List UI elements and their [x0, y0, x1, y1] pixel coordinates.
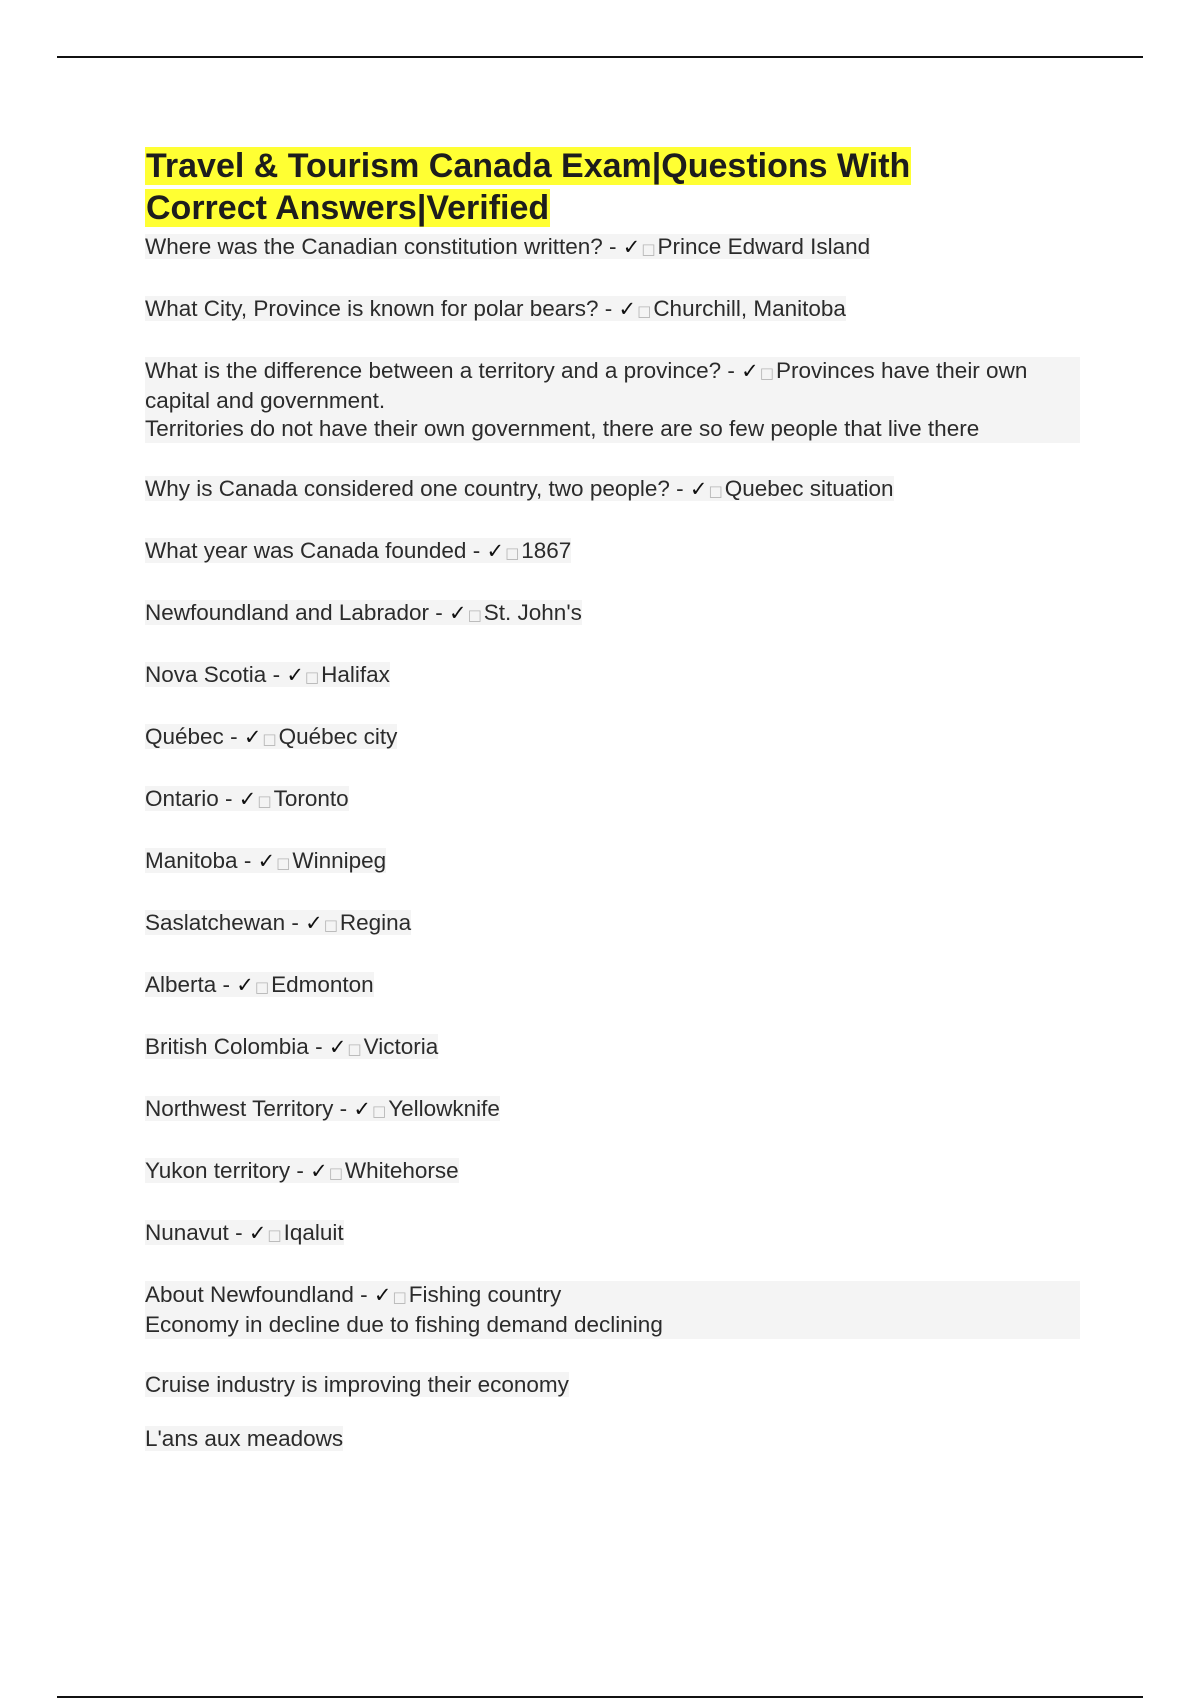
answer-text: Regina — [339, 910, 412, 935]
extra-line: L'ans aux meadows — [145, 1426, 344, 1451]
qa-item — [145, 1033, 1080, 1063]
check-icon: ✓ — [257, 849, 276, 873]
box-icon: □ — [372, 1102, 387, 1120]
separator: - — [669, 476, 690, 501]
qa-item — [145, 537, 1080, 567]
qa-list — [145, 233, 1080, 1339]
answer-text: Yellowknife — [388, 1096, 500, 1121]
qa-item — [145, 475, 1080, 505]
answer-text: Whitehorse — [344, 1158, 459, 1183]
separator: - — [598, 296, 619, 321]
check-icon: ✓ — [689, 477, 708, 501]
answer-text: Winnipeg — [292, 848, 387, 873]
answer-text: Halifax — [321, 662, 390, 687]
qa-line — [145, 662, 390, 687]
qa-line — [145, 1034, 438, 1059]
answer-text: Prince Edward Island — [657, 234, 871, 259]
separator: - — [466, 538, 487, 563]
title-line-1: Travel & Tourism Canada Exam|Questions With — [146, 147, 911, 185]
qa-line — [145, 1096, 500, 1121]
box-icon: □ — [254, 978, 270, 996]
check-icon: ✓ — [236, 973, 254, 997]
qa-item — [145, 1095, 1080, 1125]
check-icon: ✓ — [305, 911, 323, 935]
question-text: Alberta — [145, 972, 217, 997]
check-icon: ✓ — [353, 1097, 371, 1121]
box-icon: □ — [347, 1040, 362, 1058]
qa-item — [145, 1219, 1080, 1249]
check-icon: ✓ — [243, 725, 262, 749]
separator: - — [721, 358, 742, 383]
separator: - — [602, 234, 623, 259]
bottom-rule — [57, 1696, 1143, 1698]
qa-line — [145, 476, 894, 501]
answer-text: Victoria — [363, 1034, 439, 1059]
check-icon: ✓ — [238, 787, 257, 811]
qa-item — [145, 233, 1080, 263]
qa-line — [145, 600, 582, 625]
question-text: What City, Province is known for polar bears? — [145, 296, 599, 321]
box-icon: □ — [708, 482, 723, 500]
check-icon: ✓ — [741, 359, 759, 383]
answer-text: 1867 — [521, 538, 572, 563]
box-icon: □ — [276, 854, 291, 872]
answer-text: Québec city — [278, 724, 398, 749]
qa-item — [145, 357, 1080, 443]
qa-item — [145, 847, 1080, 877]
answer-text: St. John's — [483, 600, 582, 625]
box-icon: □ — [505, 544, 520, 562]
answer-continuation: Territories do not have their own government, there are so few people that live there — [145, 415, 1080, 443]
check-icon: ✓ — [248, 1221, 267, 1245]
box-icon: □ — [637, 302, 652, 320]
separator: - — [353, 1282, 374, 1307]
question-text: Where was the Canadian constitution written? — [145, 234, 603, 259]
separator: - — [266, 662, 287, 687]
separator: - — [223, 724, 244, 749]
separator: - — [237, 848, 258, 873]
box-icon: □ — [262, 730, 277, 748]
document-body — [145, 145, 1080, 1453]
question-text: Why is Canada considered one country, two people? — [145, 476, 670, 501]
qa-item — [145, 909, 1080, 939]
box-icon: □ — [304, 668, 320, 686]
qa-line — [145, 910, 411, 935]
separator: - — [228, 1220, 249, 1245]
qa-line — [145, 724, 397, 749]
answer-text: Provinces have their own capital and government. — [145, 358, 1028, 413]
qa-line — [145, 1220, 344, 1245]
page-title — [145, 145, 1080, 229]
qa-item — [145, 295, 1080, 325]
qa-item — [145, 1281, 1080, 1339]
check-icon: ✓ — [622, 235, 641, 259]
box-icon: □ — [323, 916, 338, 934]
title-line-2: Correct Answers|Verified — [146, 189, 550, 227]
check-icon: ✓ — [373, 1283, 392, 1307]
check-icon: ✓ — [286, 663, 304, 687]
qa-item — [145, 785, 1080, 815]
question-text: Québec — [145, 724, 224, 749]
check-icon: ✓ — [486, 539, 505, 563]
qa-item — [145, 661, 1080, 691]
qa-item — [145, 1157, 1080, 1187]
separator: - — [290, 1158, 311, 1183]
qa-item — [145, 599, 1080, 629]
question-text: Northwest Territory — [145, 1096, 334, 1121]
question-text: Yukon territory — [145, 1158, 291, 1183]
qa-line — [145, 296, 846, 321]
box-icon: □ — [759, 364, 774, 382]
answer-continuation: Economy in decline due to fishing demand declining — [145, 1311, 1080, 1339]
answer-text: Toronto — [273, 786, 349, 811]
box-icon: □ — [641, 240, 656, 258]
qa-line — [145, 1158, 459, 1183]
separator: - — [218, 786, 239, 811]
separator: - — [308, 1034, 329, 1059]
qa-line — [145, 786, 349, 811]
answer-text: Edmonton — [271, 972, 374, 997]
qa-line — [145, 1281, 1080, 1311]
qa-line — [145, 972, 374, 997]
box-icon: □ — [467, 606, 482, 624]
question-text: About Newfoundland — [145, 1282, 354, 1307]
check-icon: ✓ — [618, 297, 637, 321]
check-icon: ✓ — [448, 601, 467, 625]
top-rule — [57, 56, 1143, 58]
question-text: Newfoundland and Labrador — [145, 600, 429, 625]
question-text: What is the difference between a territory and a province? — [145, 358, 722, 383]
question-text: Nunavut — [145, 1220, 229, 1245]
separator: - — [333, 1096, 354, 1121]
answer-text: Churchill, Manitoba — [653, 296, 846, 321]
answer-text: Fishing country — [408, 1282, 562, 1307]
box-icon: □ — [392, 1288, 407, 1306]
question-text: British Colombia — [145, 1034, 309, 1059]
qa-item — [145, 971, 1080, 1001]
box-icon: □ — [267, 1226, 282, 1244]
separator: - — [216, 972, 237, 997]
extra-line: Cruise industry is improving their economy — [145, 1372, 569, 1397]
qa-item — [145, 723, 1080, 753]
question-text: Nova Scotia — [145, 662, 267, 687]
qa-line — [145, 538, 571, 563]
check-icon: ✓ — [310, 1159, 328, 1183]
box-icon: □ — [328, 1164, 343, 1182]
question-text: What year was Canada founded — [145, 538, 467, 563]
question-text: Saslatchewan — [145, 910, 286, 935]
qa-line — [145, 357, 1080, 415]
question-text: Manitoba — [145, 848, 238, 873]
question-text: Ontario — [145, 786, 219, 811]
check-icon: ✓ — [328, 1035, 347, 1059]
answer-text: Iqaluit — [283, 1220, 344, 1245]
qa-line — [145, 234, 870, 259]
box-icon: □ — [257, 792, 272, 810]
separator: - — [428, 600, 449, 625]
answer-text: Quebec situation — [724, 476, 894, 501]
separator: - — [285, 910, 306, 935]
qa-line — [145, 848, 386, 873]
